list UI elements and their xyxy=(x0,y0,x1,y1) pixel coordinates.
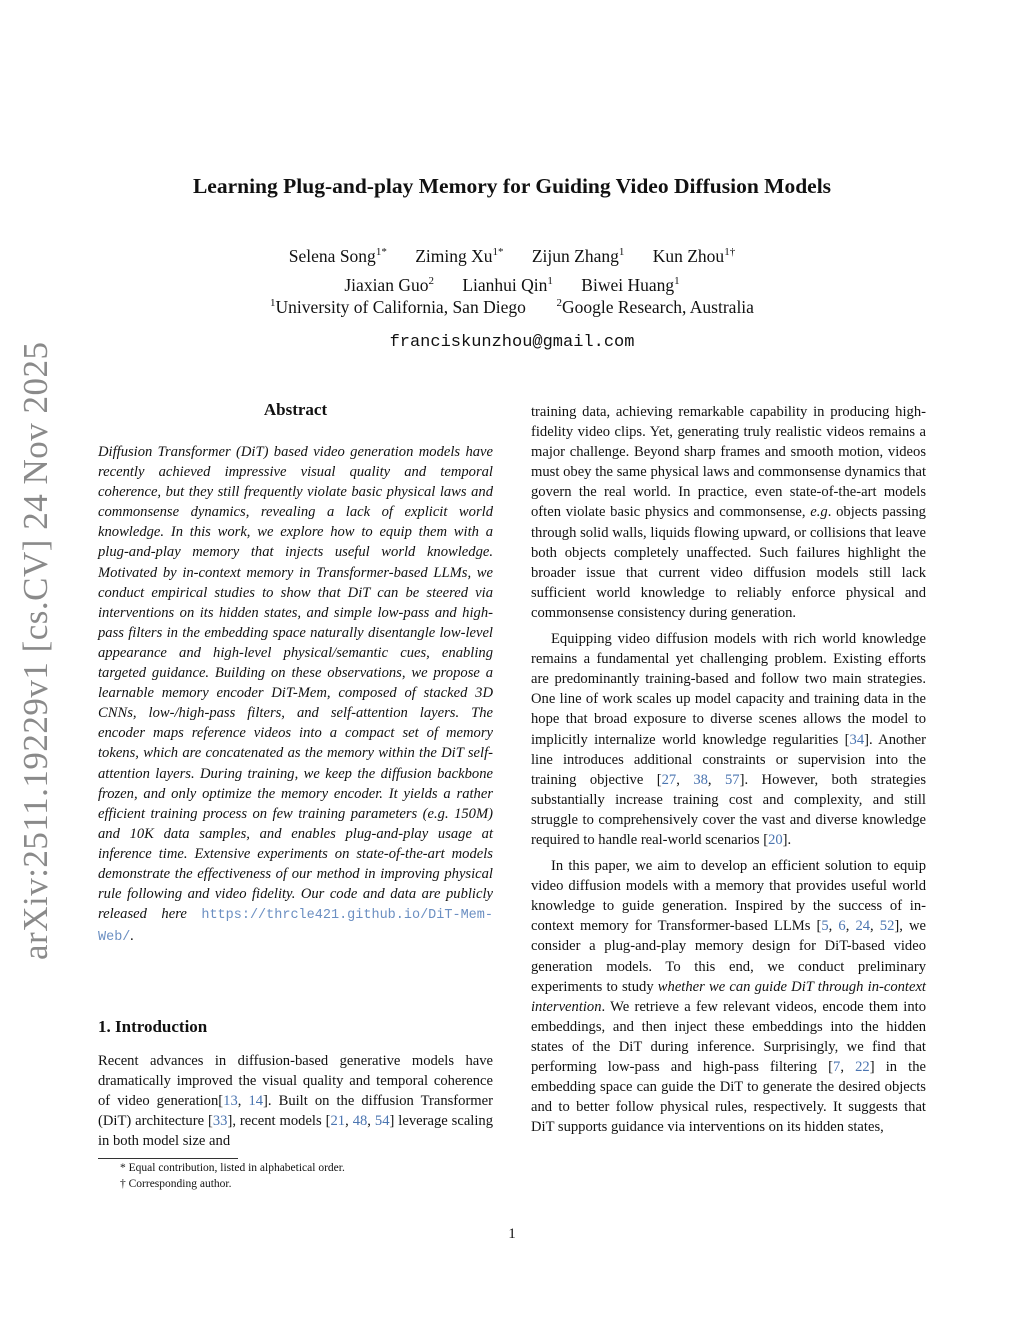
citation-link[interactable]: 14 xyxy=(248,1093,264,1110)
arxiv-identifier: arXiv:2511.19229v1 [cs.CV] 24 Nov 2025 xyxy=(16,341,55,960)
paper-title: Learning Plug-and-play Memory for Guiding Video Diffusion Models xyxy=(192,174,832,198)
footnote-corresponding-author: † Corresponding author. xyxy=(120,1178,232,1190)
citation-link[interactable]: 13 xyxy=(223,1093,238,1110)
abstract-heading: Abstract xyxy=(263,400,328,419)
introduction-body: Recent advances in diffusion-based generative models have dramatically improved the visual quality and temporal coherence of video generation[13, 14]. Built on the diffusion Transformer (DiT) architecture [33], recent models [21, 48, 54] leverage scaling in both model size and xyxy=(98,1053,494,1150)
author: Zijun Zhang$^1$ xyxy=(531,245,625,266)
citation-link[interactable]: 33 xyxy=(212,1113,228,1130)
citation-link[interactable]: 24 xyxy=(855,918,871,935)
affiliations xyxy=(0,297,1024,318)
affiliation-2: $^2$Google Research, Australia xyxy=(556,297,754,317)
paragraph: Equipping video diffusion models with rich world knowledge remains a fundamental yet challenging problem. Existing efforts are predominantly training-based and follow two main strategies. One line of work scales up model capacity and training data in the hope that broad exposure to diverse scenes allows the model to implicitly internalize world knowledge regularities [34]. Another line introduces additional constraints or supervision into the training objective [27, 38, 57]. However, both strategies substantially increase training cost and complexity, and still struggle to comprehensively cover the vast and diverse knowledge required to handle real-world scenarios [20]. xyxy=(531,631,927,848)
paragraph: In this paper, we aim to develop an efficient solution to equip video diffusion models with a memory that provides useful world knowledge to guide generation. Inspired by the success of in-context memory for Transformer-based LLMs [5, 6, 24, 52], we consider a plug-and-play memory design for DiT-based video generation models. To this end, we conduct preliminary experiments to study whether we can guide DiT through in-context intervention. We retrieve a few relevant videos, encode them into embeddings, and then inject these embeddings into the hidden states of the DiT during inference. Surprisingly, we find that performing low-pass and high-pass filtering [7, 22] in the embedding space can guide the DiT to generate the desired objects and to better follow physical rules, respectively. It suggests that DiT supports guidance via interventions on its hidden states, xyxy=(531,858,927,1136)
project-link[interactable]: https://thrcle421.github.io/DiT-Mem-Web/ xyxy=(98,908,493,946)
author: Lianhui Qin$^1$ xyxy=(462,274,553,295)
footnote-equal-contribution: * Equal contribution, listed in alphabetical order. xyxy=(120,1162,345,1174)
author-line-2 xyxy=(0,269,1024,298)
author: Kun Zhou$^{1\dagger}$ xyxy=(652,245,736,266)
author: Jiaxian Guo$^2$ xyxy=(344,274,434,295)
introduction-body-continued xyxy=(531,402,926,1137)
citation-link[interactable]: 54 xyxy=(374,1113,390,1130)
citation-link[interactable]: 38 xyxy=(693,771,708,788)
author-line-1 xyxy=(0,240,1024,269)
author: Ziming $Xu^{1*}$ xyxy=(415,245,504,266)
citation-link[interactable]: 21 xyxy=(330,1113,346,1130)
citation-link[interactable]: 52 xyxy=(879,918,895,935)
citation-link[interactable]: 7 xyxy=(833,1059,841,1075)
footnote-divider xyxy=(98,1158,238,1159)
author: Biwei Huang$^1$ xyxy=(581,274,680,295)
citation-link[interactable]: 27 xyxy=(661,771,677,788)
section-heading-introduction: 1. Introduction xyxy=(98,1017,208,1036)
author-list xyxy=(0,240,1024,298)
author: Selena Song$^{1*}$ xyxy=(288,245,387,266)
abstract-body: Diffusion Transformer (DiT) based video generation models have recently achieved impressive visual quality and temporal coherence, but they still frequently violate basic physical laws and commonsense dynamics, revealing a lack of explicit world knowledge. In this work, we explore how to equip them with a plug-and-play memory that injects useful world knowledge. Motivated by in-context memory in Transformer-based LLMs, we conduct empirical studies to show that DiT can be steered via interventions on its hidden states, and simple low-pass and high-pass filters in the embedding space naturally disentangle low-level appearance and high-level physical/semantic cues, enabling targeted guidance. Building on these observations, we propose a learnable memory encoder DiT-Mem, composed of stacked 3D CNNs, low-/high-pass filters, and self-attention layers. The encoder maps reference videos into a compact set of memory tokens, which are concatenated as the memory within the DiT self-attention layers. During training, we keep the diffusion backbone frozen, and only optimize the memory encoder. It yields a rather efficient training process on few training parameters (e.g. 150M) and 10K data samples, and enables plug-and-play usage at inference time. Extensive experiments on state-of-the-art models demonstrate the effectiveness of our method in improving physical rule following and video fidelity. Our code and data are publicly released here https://thrcle421.github.io/DiT-Mem-Web/. xyxy=(98,444,493,946)
citation-link[interactable]: 22 xyxy=(855,1059,870,1075)
contact-email[interactable]: franciskunzhou@gmail.com xyxy=(389,333,635,352)
citation-link[interactable]: 48 xyxy=(352,1113,368,1130)
affiliation-1: $^1$University of California, San Diego xyxy=(270,297,526,317)
citation-link[interactable]: 20 xyxy=(768,831,783,848)
citation-link[interactable]: 5 xyxy=(821,918,829,935)
citation-link[interactable]: 6 xyxy=(838,918,846,935)
citation-link[interactable]: 57 xyxy=(725,771,740,788)
paragraph: training data, achieving remarkable capability in producing high-fidelity video clips. Yet, generating truly realistic videos remains a major challenge. Beyond sharp frames and smooth motion, videos must obey the same physical laws and commonsense dynamics that govern the real world. In practice, even state-of-the-art models often violate basic physics and commonsense, e.g. objects passing through solid walls, liquids flowing upward, or collisions that leave both objects completely unaffected. Such failures highlight the broader issue that current video diffusion models still lack sufficient world knowledge to reliably enforce physical and commonsense consistency during generation. xyxy=(531,404,926,621)
page-number: 1 xyxy=(508,1226,516,1242)
citation-link[interactable]: 34 xyxy=(849,731,865,748)
